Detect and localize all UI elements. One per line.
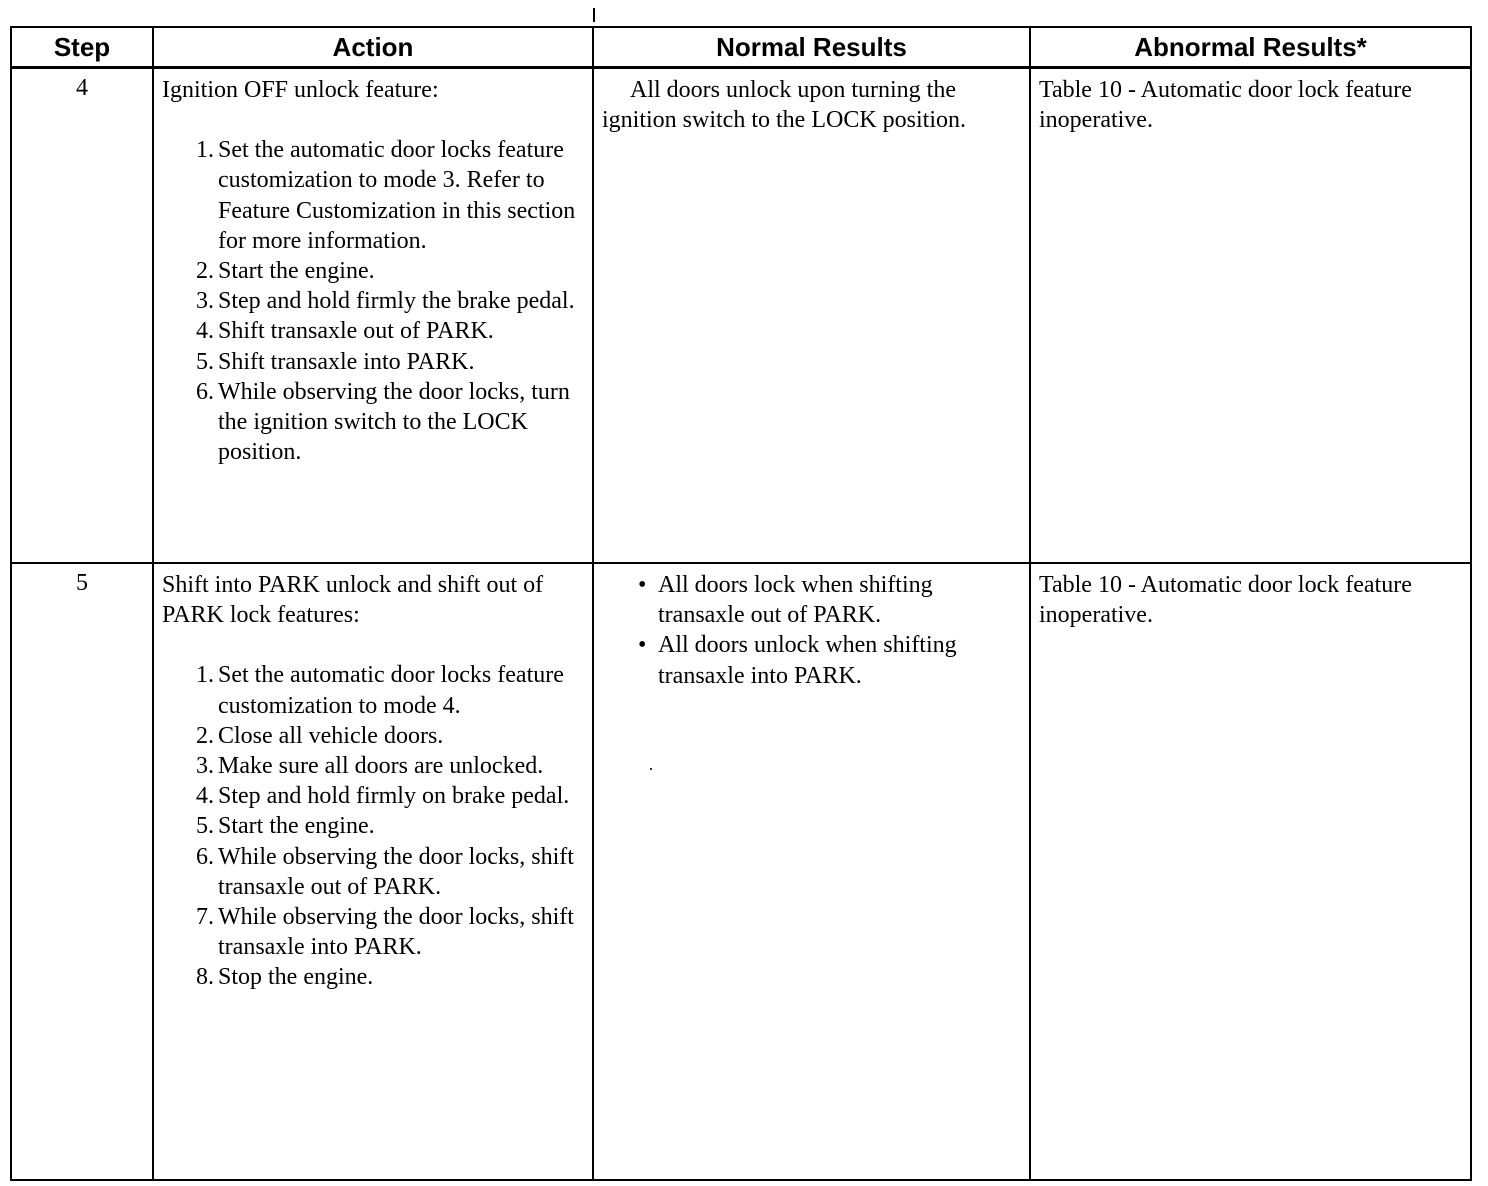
step-number: 5 — [11, 563, 153, 1180]
bullet-icon: • — [638, 572, 647, 598]
header-action: Action — [153, 27, 593, 68]
table-header-row — [11, 27, 1471, 68]
normal-result-text: All doors unlock upon turning the ignition switch to the LOCK position. — [602, 77, 966, 134]
abnormal-results-cell — [1030, 68, 1471, 564]
normal-result-bullet: • All doors unlock when shifting transaxle into PARK. — [638, 632, 957, 689]
diagnostic-table — [10, 26, 1472, 1181]
header-abnormal-results: Abnormal Results* — [1030, 27, 1471, 68]
column-tick-mark — [593, 8, 595, 22]
normal-results-cell — [593, 68, 1030, 564]
abnormal-results-cell — [1030, 563, 1471, 1180]
normal-results-list — [602, 570, 1019, 691]
action-step: 6. While observing the door locks, shift transaxle out of PARK. — [196, 843, 574, 900]
action-step: 5. Shift transaxle into PARK. — [196, 348, 475, 375]
action-step: 4. Step and hold firmly on brake pedal. — [196, 783, 570, 810]
action-step: 6. While observing the door locks, turn the ignition switch to the LOCK position. — [196, 378, 570, 466]
action-step: 1. Set the automatic door locks feature customization to mode 4. — [196, 662, 564, 719]
abnormal-result-text: Table 10 - Automatic door lock feature inoperative. — [1039, 77, 1412, 134]
action-step: 3. Step and hold firmly the brake pedal. — [196, 288, 575, 315]
header-normal-results: Normal Results — [593, 27, 1030, 68]
action-steps-list — [162, 660, 582, 992]
action-steps-list — [162, 135, 582, 467]
table-row-step-5 — [11, 563, 1471, 1180]
action-step: 5. Start the engine. — [196, 813, 375, 840]
action-intro: Ignition OFF unlock feature: — [162, 77, 439, 103]
action-step: 8. Stop the engine. — [196, 964, 374, 991]
table-row-step-4 — [11, 68, 1471, 564]
action-cell — [153, 563, 593, 1180]
action-step: 1. Set the automatic door locks feature customization to mode 3. Refer to Feature Customization in this section for more information. — [196, 137, 576, 254]
header-step: Step — [11, 27, 153, 68]
action-step: 7. While observing the door locks, shift transaxle into PARK. — [196, 904, 574, 961]
action-intro: Shift into PARK unlock and shift out of PARK lock features: — [162, 572, 544, 629]
normal-results-cell — [593, 563, 1030, 1180]
action-cell — [153, 68, 593, 564]
abnormal-result-text: Table 10 - Automatic door lock feature inoperative. — [1039, 572, 1412, 629]
action-step: 3. Make sure all doors are unlocked. — [196, 753, 544, 780]
scan-speck — [650, 768, 652, 770]
normal-result-bullet: • All doors lock when shifting transaxle out of PARK. — [638, 572, 933, 629]
step-number: 4 — [11, 68, 153, 564]
bullet-icon: • — [638, 632, 647, 659]
action-step: 2. Close all vehicle doors. — [196, 722, 444, 749]
action-step: 2. Start the engine. — [196, 258, 375, 285]
action-step: 4. Shift transaxle out of PARK. — [196, 318, 494, 345]
